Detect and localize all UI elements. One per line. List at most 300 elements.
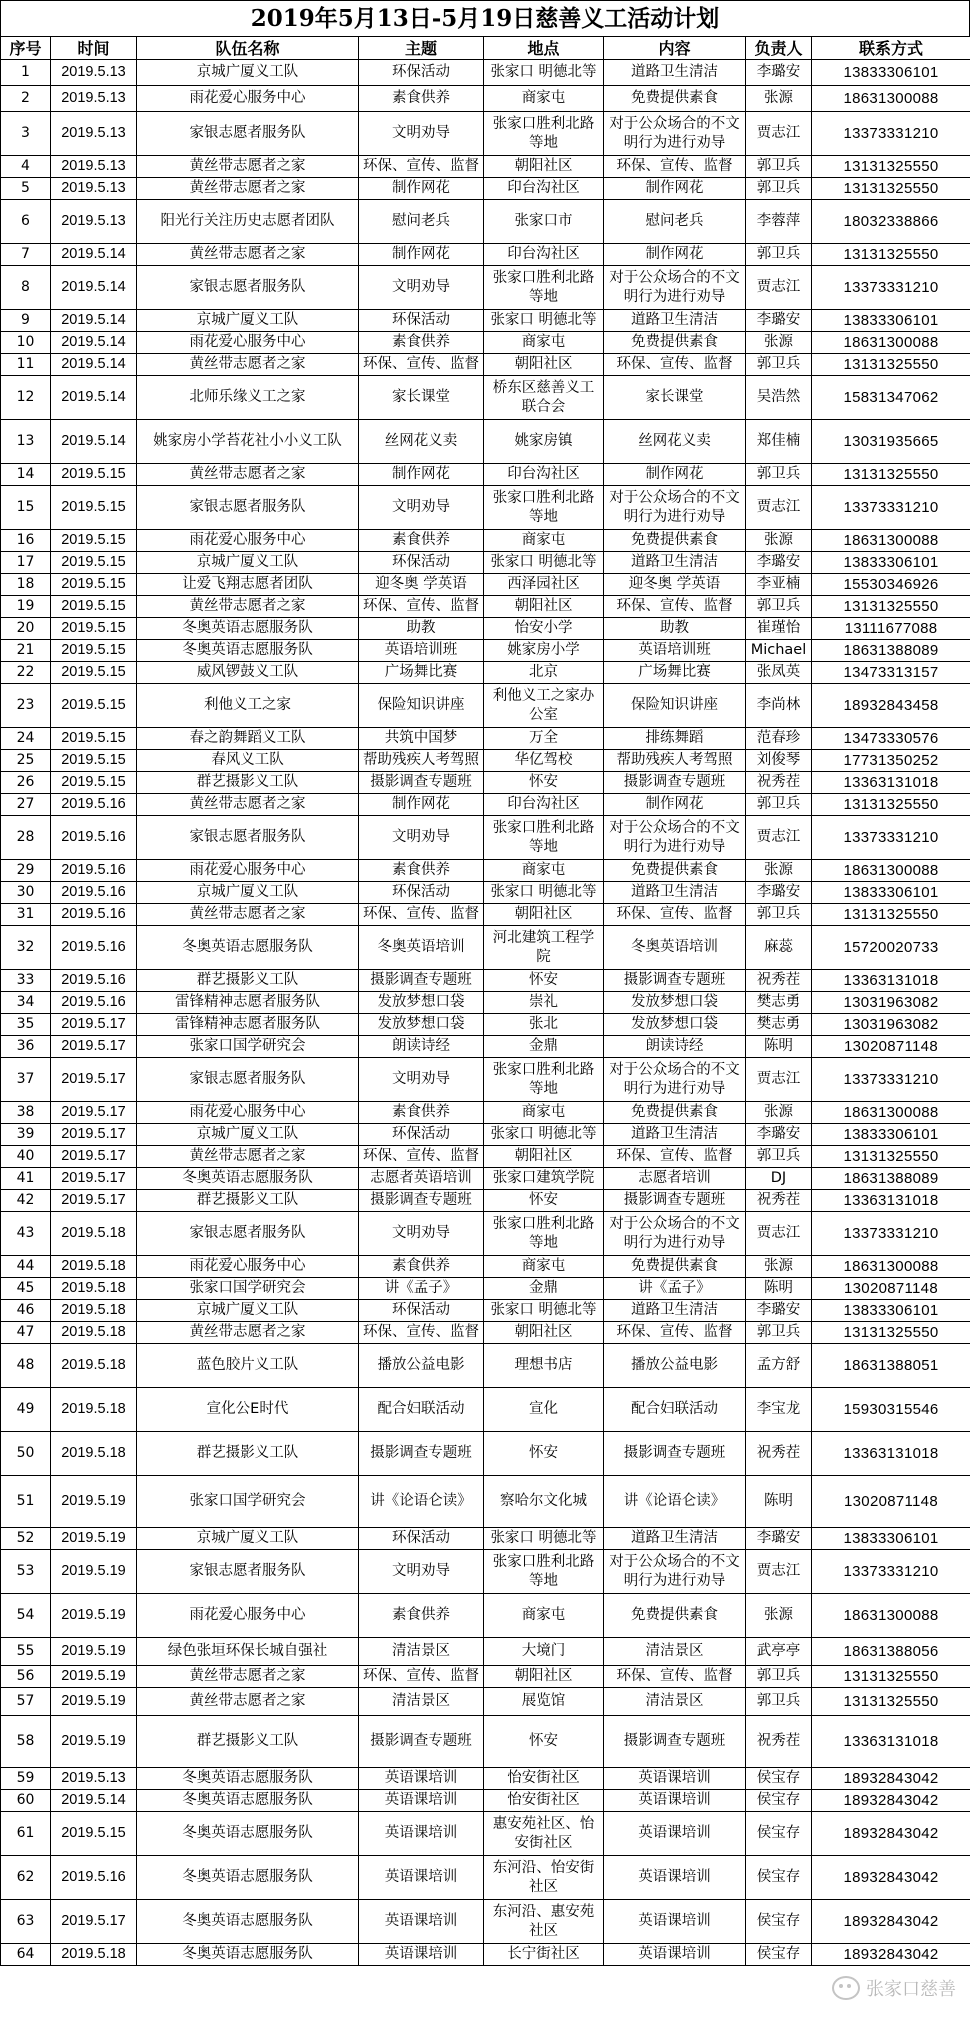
cell-topic: 英语课培训 bbox=[359, 1812, 484, 1856]
cell-place: 河北建筑工程学院 bbox=[484, 926, 604, 970]
cell-place: 桥东区慈善义工联合会 bbox=[484, 376, 604, 420]
cell-topic: 广场舞比赛 bbox=[359, 662, 484, 684]
cell-team: 黄丝带志愿者之家 bbox=[137, 1688, 359, 1716]
cell-phone: 13020871148 bbox=[812, 1278, 970, 1300]
cell-date: 2019.5.18 bbox=[51, 1300, 137, 1322]
cell-phone: 13373331210 bbox=[812, 1212, 970, 1256]
cell-phone: 18631388089 bbox=[812, 640, 970, 662]
cell-team: 冬奥英语志愿服务队 bbox=[137, 1900, 359, 1944]
cell-topic: 英语课培训 bbox=[359, 1944, 484, 1966]
cell-topic: 环保、宣传、监督 bbox=[359, 354, 484, 376]
cell-content: 制作网花 bbox=[604, 244, 746, 266]
page-title: 2019年5月13日-5月19日慈善义工活动计划 bbox=[0, 0, 970, 36]
table-row bbox=[1, 1014, 970, 1036]
table-row bbox=[1, 1666, 970, 1688]
cell-place: 大境门 bbox=[484, 1638, 604, 1666]
cell-index: 32 bbox=[1, 926, 51, 970]
cell-person: 陈明 bbox=[746, 1476, 812, 1528]
cell-date: 2019.5.15 bbox=[51, 596, 137, 618]
cell-team: 京城广厦义工队 bbox=[137, 1124, 359, 1146]
cell-content: 环保、宣传、监督 bbox=[604, 1146, 746, 1168]
cell-person: 郭卫兵 bbox=[746, 794, 812, 816]
table-row bbox=[1, 926, 970, 970]
cell-team: 冬奥英语志愿服务队 bbox=[137, 1856, 359, 1900]
table-row bbox=[1, 86, 970, 112]
cell-person: 侯宝存 bbox=[746, 1856, 812, 1900]
cell-topic: 英语课培训 bbox=[359, 1900, 484, 1944]
cell-place: 商家屯 bbox=[484, 86, 604, 112]
cell-date: 2019.5.13 bbox=[51, 156, 137, 178]
cell-content: 摄影调查专题班 bbox=[604, 1432, 746, 1476]
cell-person: 贾志江 bbox=[746, 1058, 812, 1102]
cell-content: 英语课培训 bbox=[604, 1856, 746, 1900]
table-row bbox=[1, 970, 970, 992]
cell-index: 11 bbox=[1, 354, 51, 376]
cell-topic: 冬奥英语培训 bbox=[359, 926, 484, 970]
cell-team: 雨花爱心服务中心 bbox=[137, 860, 359, 882]
cell-place: 张家口胜利北路等地 bbox=[484, 266, 604, 310]
table-row bbox=[1, 310, 970, 332]
cell-person: 李宝龙 bbox=[746, 1388, 812, 1432]
cell-date: 2019.5.17 bbox=[51, 1168, 137, 1190]
cell-team: 黄丝带志愿者之家 bbox=[137, 596, 359, 618]
cell-phone: 18932843042 bbox=[812, 1856, 970, 1900]
cell-phone: 18932843458 bbox=[812, 684, 970, 728]
cell-person: 侯宝存 bbox=[746, 1768, 812, 1790]
cell-date: 2019.5.19 bbox=[51, 1666, 137, 1688]
table-row bbox=[1, 816, 970, 860]
cell-index: 16 bbox=[1, 530, 51, 552]
cell-topic: 环保活动 bbox=[359, 882, 484, 904]
cell-content: 免费提供素食 bbox=[604, 1594, 746, 1638]
cell-topic: 文明劝导 bbox=[359, 816, 484, 860]
table-row bbox=[1, 1688, 970, 1716]
cell-person: 郭卫兵 bbox=[746, 178, 812, 200]
cell-phone: 13473313157 bbox=[812, 662, 970, 684]
table-row bbox=[1, 200, 970, 244]
cell-place: 张家口胜利北路等地 bbox=[484, 486, 604, 530]
cell-topic: 助教 bbox=[359, 618, 484, 640]
cell-topic: 环保、宣传、监督 bbox=[359, 156, 484, 178]
cell-person: 祝秀茬 bbox=[746, 1190, 812, 1212]
watermark-text: 张家口慈善 bbox=[866, 1979, 956, 2000]
cell-topic: 制作网花 bbox=[359, 464, 484, 486]
table-row bbox=[1, 904, 970, 926]
cell-topic: 素食供养 bbox=[359, 530, 484, 552]
cell-index: 47 bbox=[1, 1322, 51, 1344]
cell-phone: 13031963082 bbox=[812, 1014, 970, 1036]
cell-place: 印台沟社区 bbox=[484, 464, 604, 486]
cell-index: 22 bbox=[1, 662, 51, 684]
cell-person: 张源 bbox=[746, 530, 812, 552]
table-row bbox=[1, 530, 970, 552]
cell-phone: 13363131018 bbox=[812, 970, 970, 992]
table-row bbox=[1, 1300, 970, 1322]
cell-place: 理想书店 bbox=[484, 1344, 604, 1388]
cell-team: 群艺摄影义工队 bbox=[137, 1432, 359, 1476]
cell-place: 朝阳社区 bbox=[484, 1322, 604, 1344]
cell-content: 配合妇联活动 bbox=[604, 1388, 746, 1432]
cell-date: 2019.5.15 bbox=[51, 486, 137, 530]
cell-date: 2019.5.16 bbox=[51, 992, 137, 1014]
cell-date: 2019.5.17 bbox=[51, 1036, 137, 1058]
cell-index: 49 bbox=[1, 1388, 51, 1432]
cell-content: 道路卫生清洁 bbox=[604, 60, 746, 86]
cell-person: 范春珍 bbox=[746, 728, 812, 750]
cell-index: 20 bbox=[1, 618, 51, 640]
cell-phone: 18932843042 bbox=[812, 1790, 970, 1812]
cell-index: 34 bbox=[1, 992, 51, 1014]
cell-phone: 13131325550 bbox=[812, 354, 970, 376]
cell-content: 环保、宣传、监督 bbox=[604, 1666, 746, 1688]
cell-phone: 13363131018 bbox=[812, 1432, 970, 1476]
cell-date: 2019.5.18 bbox=[51, 1344, 137, 1388]
table-row bbox=[1, 376, 970, 420]
table-row bbox=[1, 1388, 970, 1432]
cell-phone: 18631300088 bbox=[812, 86, 970, 112]
cell-content: 对于公众场合的不文明行为进行劝导 bbox=[604, 816, 746, 860]
cell-phone: 13131325550 bbox=[812, 178, 970, 200]
cell-index: 14 bbox=[1, 464, 51, 486]
table-row bbox=[1, 1058, 970, 1102]
cell-person: 郭卫兵 bbox=[746, 596, 812, 618]
cell-team: 蓝色胶片义工队 bbox=[137, 1344, 359, 1388]
cell-team: 冬奥英语志愿服务队 bbox=[137, 618, 359, 640]
cell-person: 刘俊琴 bbox=[746, 750, 812, 772]
cell-content: 道路卫生清洁 bbox=[604, 1528, 746, 1550]
cell-place: 印台沟社区 bbox=[484, 794, 604, 816]
cell-team: 雨花爱心服务中心 bbox=[137, 1594, 359, 1638]
cell-index: 54 bbox=[1, 1594, 51, 1638]
table-row bbox=[1, 1190, 970, 1212]
cell-content: 发放梦想口袋 bbox=[604, 992, 746, 1014]
table-row bbox=[1, 332, 970, 354]
cell-person: 张源 bbox=[746, 1102, 812, 1124]
cell-place: 张家口 明德北等 bbox=[484, 552, 604, 574]
cell-person: 贾志江 bbox=[746, 266, 812, 310]
cell-place: 察哈尔文化城 bbox=[484, 1476, 604, 1528]
cell-content: 免费提供素食 bbox=[604, 1256, 746, 1278]
cell-team: 黄丝带志愿者之家 bbox=[137, 1146, 359, 1168]
cell-team: 京城广厦义工队 bbox=[137, 1300, 359, 1322]
cell-place: 东河沿、怡安街社区 bbox=[484, 1856, 604, 1900]
cell-index: 4 bbox=[1, 156, 51, 178]
cell-index: 42 bbox=[1, 1190, 51, 1212]
cell-date: 2019.5.17 bbox=[51, 1146, 137, 1168]
table-row bbox=[1, 1944, 970, 1966]
cell-date: 2019.5.14 bbox=[51, 1790, 137, 1812]
cell-index: 7 bbox=[1, 244, 51, 266]
cell-person: 李蓉萍 bbox=[746, 200, 812, 244]
cell-content: 清洁景区 bbox=[604, 1638, 746, 1666]
cell-phone: 13031963082 bbox=[812, 992, 970, 1014]
table-row bbox=[1, 574, 970, 596]
cell-person: 李璐安 bbox=[746, 882, 812, 904]
cell-date: 2019.5.19 bbox=[51, 1716, 137, 1768]
cell-team: 家银志愿者服务队 bbox=[137, 112, 359, 156]
cell-content: 摄影调查专题班 bbox=[604, 1190, 746, 1212]
cell-content: 对于公众场合的不文明行为进行劝导 bbox=[604, 486, 746, 530]
cell-index: 38 bbox=[1, 1102, 51, 1124]
cell-phone: 13473330576 bbox=[812, 728, 970, 750]
table-row bbox=[1, 60, 970, 86]
cell-phone: 13373331210 bbox=[812, 816, 970, 860]
cell-team: 春之韵舞蹈义工队 bbox=[137, 728, 359, 750]
cell-date: 2019.5.15 bbox=[51, 750, 137, 772]
cell-content: 助教 bbox=[604, 618, 746, 640]
cell-index: 61 bbox=[1, 1812, 51, 1856]
cell-team: 家银志愿者服务队 bbox=[137, 486, 359, 530]
cell-team: 姚家房小学苔花社小小义工队 bbox=[137, 420, 359, 464]
cell-content: 发放梦想口袋 bbox=[604, 1014, 746, 1036]
cell-team: 春风义工队 bbox=[137, 750, 359, 772]
cell-date: 2019.5.17 bbox=[51, 1102, 137, 1124]
cell-date: 2019.5.18 bbox=[51, 1432, 137, 1476]
table-header-row bbox=[1, 37, 970, 60]
cell-phone: 13020871148 bbox=[812, 1476, 970, 1528]
cell-date: 2019.5.17 bbox=[51, 1014, 137, 1036]
cell-phone: 18631300088 bbox=[812, 1102, 970, 1124]
activity-table bbox=[0, 36, 970, 1966]
cell-content: 免费提供素食 bbox=[604, 1102, 746, 1124]
cell-team: 黄丝带志愿者之家 bbox=[137, 1666, 359, 1688]
cell-person: 樊志勇 bbox=[746, 1014, 812, 1036]
cell-phone: 18631300088 bbox=[812, 860, 970, 882]
cell-phone: 13833306101 bbox=[812, 1300, 970, 1322]
cell-place: 怀安 bbox=[484, 1432, 604, 1476]
table-row bbox=[1, 772, 970, 794]
cell-person: 张源 bbox=[746, 1256, 812, 1278]
table-row bbox=[1, 1594, 970, 1638]
cell-person: 郭卫兵 bbox=[746, 904, 812, 926]
cell-phone: 13373331210 bbox=[812, 1550, 970, 1594]
cell-person: 张源 bbox=[746, 86, 812, 112]
cell-content: 清洁景区 bbox=[604, 1688, 746, 1716]
cell-place: 朝阳社区 bbox=[484, 1666, 604, 1688]
cell-person: 贾志江 bbox=[746, 1212, 812, 1256]
cell-index: 60 bbox=[1, 1790, 51, 1812]
cell-person: 贾志江 bbox=[746, 1550, 812, 1594]
cell-date: 2019.5.17 bbox=[51, 1190, 137, 1212]
table-row bbox=[1, 552, 970, 574]
cell-date: 2019.5.19 bbox=[51, 1688, 137, 1716]
cell-topic: 英语课培训 bbox=[359, 1856, 484, 1900]
cell-date: 2019.5.17 bbox=[51, 1900, 137, 1944]
cell-phone: 13131325550 bbox=[812, 1666, 970, 1688]
cell-date: 2019.5.13 bbox=[51, 200, 137, 244]
cell-topic: 环保、宣传、监督 bbox=[359, 596, 484, 618]
cell-date: 2019.5.15 bbox=[51, 574, 137, 596]
table-row bbox=[1, 1528, 970, 1550]
cell-phone: 13131325550 bbox=[812, 904, 970, 926]
cell-topic: 环保、宣传、监督 bbox=[359, 904, 484, 926]
cell-content: 讲《孟子》 bbox=[604, 1278, 746, 1300]
cell-content: 排练舞蹈 bbox=[604, 728, 746, 750]
header-place: 地点 bbox=[484, 37, 604, 60]
cell-phone: 13373331210 bbox=[812, 112, 970, 156]
cell-content: 英语课培训 bbox=[604, 1812, 746, 1856]
cell-place: 姚家房镇 bbox=[484, 420, 604, 464]
cell-topic: 摄影调查专题班 bbox=[359, 1190, 484, 1212]
cell-index: 10 bbox=[1, 332, 51, 354]
cell-content: 道路卫生清洁 bbox=[604, 1300, 746, 1322]
cell-topic: 制作网花 bbox=[359, 794, 484, 816]
cell-person: Michael bbox=[746, 640, 812, 662]
cell-phone: 13363131018 bbox=[812, 1716, 970, 1768]
cell-phone: 13373331210 bbox=[812, 486, 970, 530]
cell-phone: 13363131018 bbox=[812, 772, 970, 794]
cell-phone: 13111677088 bbox=[812, 618, 970, 640]
table-row bbox=[1, 640, 970, 662]
cell-topic: 环保活动 bbox=[359, 310, 484, 332]
cell-index: 44 bbox=[1, 1256, 51, 1278]
cell-content: 环保、宣传、监督 bbox=[604, 156, 746, 178]
cell-phone: 13833306101 bbox=[812, 1124, 970, 1146]
cell-topic: 文明劝导 bbox=[359, 486, 484, 530]
cell-person: 张凤英 bbox=[746, 662, 812, 684]
cell-person: 侯宝存 bbox=[746, 1790, 812, 1812]
cell-index: 36 bbox=[1, 1036, 51, 1058]
cell-person: 郭卫兵 bbox=[746, 354, 812, 376]
cell-date: 2019.5.18 bbox=[51, 1256, 137, 1278]
cell-phone: 18932843042 bbox=[812, 1900, 970, 1944]
cell-content: 讲《论语仑读》 bbox=[604, 1476, 746, 1528]
cell-person: 李璐安 bbox=[746, 60, 812, 86]
cell-person: 祝秀茬 bbox=[746, 1432, 812, 1476]
table-row bbox=[1, 882, 970, 904]
cell-date: 2019.5.16 bbox=[51, 904, 137, 926]
cell-topic: 环保、宣传、监督 bbox=[359, 1146, 484, 1168]
table-row bbox=[1, 486, 970, 530]
cell-phone: 13031935665 bbox=[812, 420, 970, 464]
cell-phone: 13131325550 bbox=[812, 244, 970, 266]
cell-team: 雷锋精神志愿者服务队 bbox=[137, 1014, 359, 1036]
cell-topic: 素食供养 bbox=[359, 1256, 484, 1278]
cell-topic: 素食供养 bbox=[359, 86, 484, 112]
cell-place: 张家口 明德北等 bbox=[484, 882, 604, 904]
cell-date: 2019.5.19 bbox=[51, 1638, 137, 1666]
cell-index: 37 bbox=[1, 1058, 51, 1102]
table-row bbox=[1, 992, 970, 1014]
cell-team: 家银志愿者服务队 bbox=[137, 1212, 359, 1256]
cell-topic: 素食供养 bbox=[359, 332, 484, 354]
table-row bbox=[1, 266, 970, 310]
cell-team: 群艺摄影义工队 bbox=[137, 1716, 359, 1768]
cell-topic: 丝网花义卖 bbox=[359, 420, 484, 464]
cell-index: 46 bbox=[1, 1300, 51, 1322]
cell-place: 华亿驾校 bbox=[484, 750, 604, 772]
cell-content: 免费提供素食 bbox=[604, 530, 746, 552]
header-content: 内容 bbox=[604, 37, 746, 60]
cell-index: 9 bbox=[1, 310, 51, 332]
cell-phone: 15930315546 bbox=[812, 1388, 970, 1432]
cell-date: 2019.5.17 bbox=[51, 1058, 137, 1102]
cell-team: 冬奥英语志愿服务队 bbox=[137, 1944, 359, 1966]
cell-team: 黄丝带志愿者之家 bbox=[137, 1322, 359, 1344]
cell-topic: 素食供养 bbox=[359, 1102, 484, 1124]
cell-place: 朝阳社区 bbox=[484, 1146, 604, 1168]
table-row bbox=[1, 244, 970, 266]
cell-place: 崇礼 bbox=[484, 992, 604, 1014]
cell-index: 40 bbox=[1, 1146, 51, 1168]
cell-index: 31 bbox=[1, 904, 51, 926]
cell-place: 商家屯 bbox=[484, 1594, 604, 1638]
table-row bbox=[1, 860, 970, 882]
cell-index: 56 bbox=[1, 1666, 51, 1688]
cell-phone: 17731350252 bbox=[812, 750, 970, 772]
cell-place: 张家口胜利北路等地 bbox=[484, 1550, 604, 1594]
cell-index: 19 bbox=[1, 596, 51, 618]
cell-team: 京城广厦义工队 bbox=[137, 552, 359, 574]
cell-date: 2019.5.16 bbox=[51, 816, 137, 860]
table-row bbox=[1, 794, 970, 816]
table-row bbox=[1, 1036, 970, 1058]
cell-date: 2019.5.15 bbox=[51, 618, 137, 640]
cell-index: 3 bbox=[1, 112, 51, 156]
table-row bbox=[1, 1278, 970, 1300]
cell-index: 13 bbox=[1, 420, 51, 464]
cell-content: 广场舞比赛 bbox=[604, 662, 746, 684]
cell-index: 57 bbox=[1, 1688, 51, 1716]
cell-content: 环保、宣传、监督 bbox=[604, 904, 746, 926]
cell-index: 29 bbox=[1, 860, 51, 882]
cell-date: 2019.5.16 bbox=[51, 1856, 137, 1900]
cell-content: 环保、宣传、监督 bbox=[604, 596, 746, 618]
cell-content: 对于公众场合的不文明行为进行劝导 bbox=[604, 1212, 746, 1256]
cell-place: 西泽园社区 bbox=[484, 574, 604, 596]
table-row bbox=[1, 750, 970, 772]
cell-person: 李璐安 bbox=[746, 1124, 812, 1146]
cell-team: 雨花爱心服务中心 bbox=[137, 1102, 359, 1124]
cell-team: 群艺摄影义工队 bbox=[137, 1190, 359, 1212]
cell-date: 2019.5.19 bbox=[51, 1476, 137, 1528]
cell-date: 2019.5.19 bbox=[51, 1550, 137, 1594]
table-row bbox=[1, 156, 970, 178]
header-index: 序号 bbox=[1, 37, 51, 60]
cell-team: 冬奥英语志愿服务队 bbox=[137, 1768, 359, 1790]
cell-content: 保险知识讲座 bbox=[604, 684, 746, 728]
cell-content: 朗读诗经 bbox=[604, 1036, 746, 1058]
cell-topic: 帮助残疾人考驾照 bbox=[359, 750, 484, 772]
cell-team: 家银志愿者服务队 bbox=[137, 1550, 359, 1594]
cell-topic: 环保活动 bbox=[359, 552, 484, 574]
cell-person: 孟方舒 bbox=[746, 1344, 812, 1388]
cell-team: 利他义工之家 bbox=[137, 684, 359, 728]
cell-phone: 13131325550 bbox=[812, 596, 970, 618]
cell-person: 武亭亭 bbox=[746, 1638, 812, 1666]
cell-phone: 13833306101 bbox=[812, 1528, 970, 1550]
cell-date: 2019.5.19 bbox=[51, 1528, 137, 1550]
cell-person: 张源 bbox=[746, 1594, 812, 1638]
cell-index: 18 bbox=[1, 574, 51, 596]
cell-index: 62 bbox=[1, 1856, 51, 1900]
table-row bbox=[1, 1168, 970, 1190]
cell-content: 播放公益电影 bbox=[604, 1344, 746, 1388]
cell-person: 郭卫兵 bbox=[746, 1146, 812, 1168]
table-row bbox=[1, 1716, 970, 1768]
cell-index: 59 bbox=[1, 1768, 51, 1790]
cell-content: 英语培训班 bbox=[604, 640, 746, 662]
table-row bbox=[1, 1146, 970, 1168]
cell-team: 北师乐缘义工之家 bbox=[137, 376, 359, 420]
cell-place: 宣化 bbox=[484, 1388, 604, 1432]
cell-team: 冬奥英语志愿服务队 bbox=[137, 640, 359, 662]
cell-person: 郭卫兵 bbox=[746, 1688, 812, 1716]
table-row bbox=[1, 178, 970, 200]
table-row bbox=[1, 354, 970, 376]
cell-person: 贾志江 bbox=[746, 486, 812, 530]
cell-content: 免费提供素食 bbox=[604, 86, 746, 112]
